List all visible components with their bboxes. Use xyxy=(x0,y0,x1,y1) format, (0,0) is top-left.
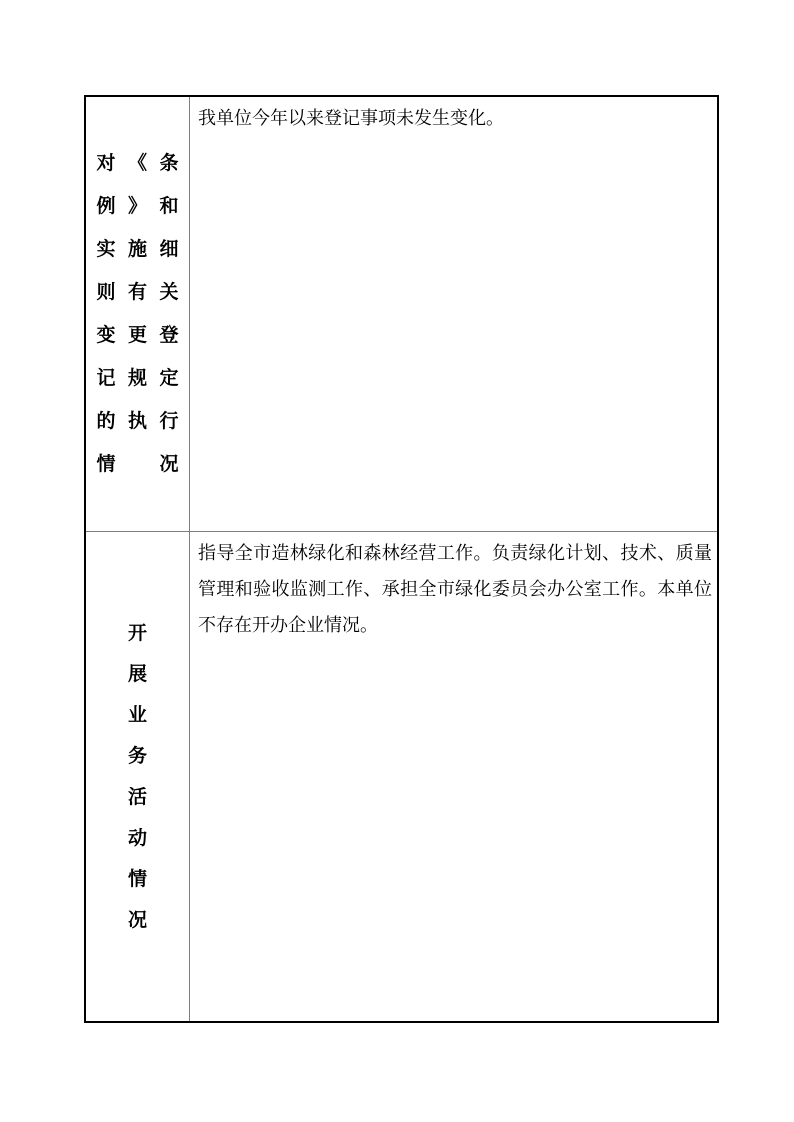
label-char-line: 开 xyxy=(127,622,147,644)
label-line: 则有关 xyxy=(96,282,179,303)
label-line: 例》和 xyxy=(96,196,179,217)
label-char-line: 业 xyxy=(127,704,147,726)
label-line: 情况 xyxy=(96,454,179,475)
business-activities-label xyxy=(97,613,179,941)
label-line: 实施细 xyxy=(96,239,179,260)
label-line: 对《条 xyxy=(96,153,179,174)
label-char-line: 展 xyxy=(127,663,147,685)
label-char-line: 情 xyxy=(127,868,147,890)
value-cell-business-activities xyxy=(190,532,717,1021)
change-registration-compliance-text: 我单位今年以来登记事项未发生变化。 xyxy=(198,108,504,128)
label-line: 的执行 xyxy=(96,411,179,432)
label-cell-business-activities xyxy=(86,532,190,1021)
change-registration-compliance-label xyxy=(97,142,179,486)
label-char-line: 活 xyxy=(127,786,147,808)
business-activities-text-line: 管理和验收监测工作、承担全市绿化委员会办公室工作。本单位 xyxy=(198,579,712,599)
business-activities-text-line: 指导全市造林绿化和森林经营工作。负责绿化计划、技术、质量 xyxy=(198,543,712,563)
value-cell-change-registration-compliance xyxy=(190,97,717,532)
label-cell-change-registration-compliance xyxy=(86,97,190,532)
label-char-line: 况 xyxy=(127,909,147,931)
business-activities-text-line: 不存在开办企业情况。 xyxy=(198,615,378,635)
inspection-form-table xyxy=(84,95,719,1023)
label-line: 变更登 xyxy=(96,325,179,346)
label-char-line: 务 xyxy=(127,745,147,767)
label-line: 记规定 xyxy=(96,368,179,389)
label-char-line: 动 xyxy=(127,827,147,849)
